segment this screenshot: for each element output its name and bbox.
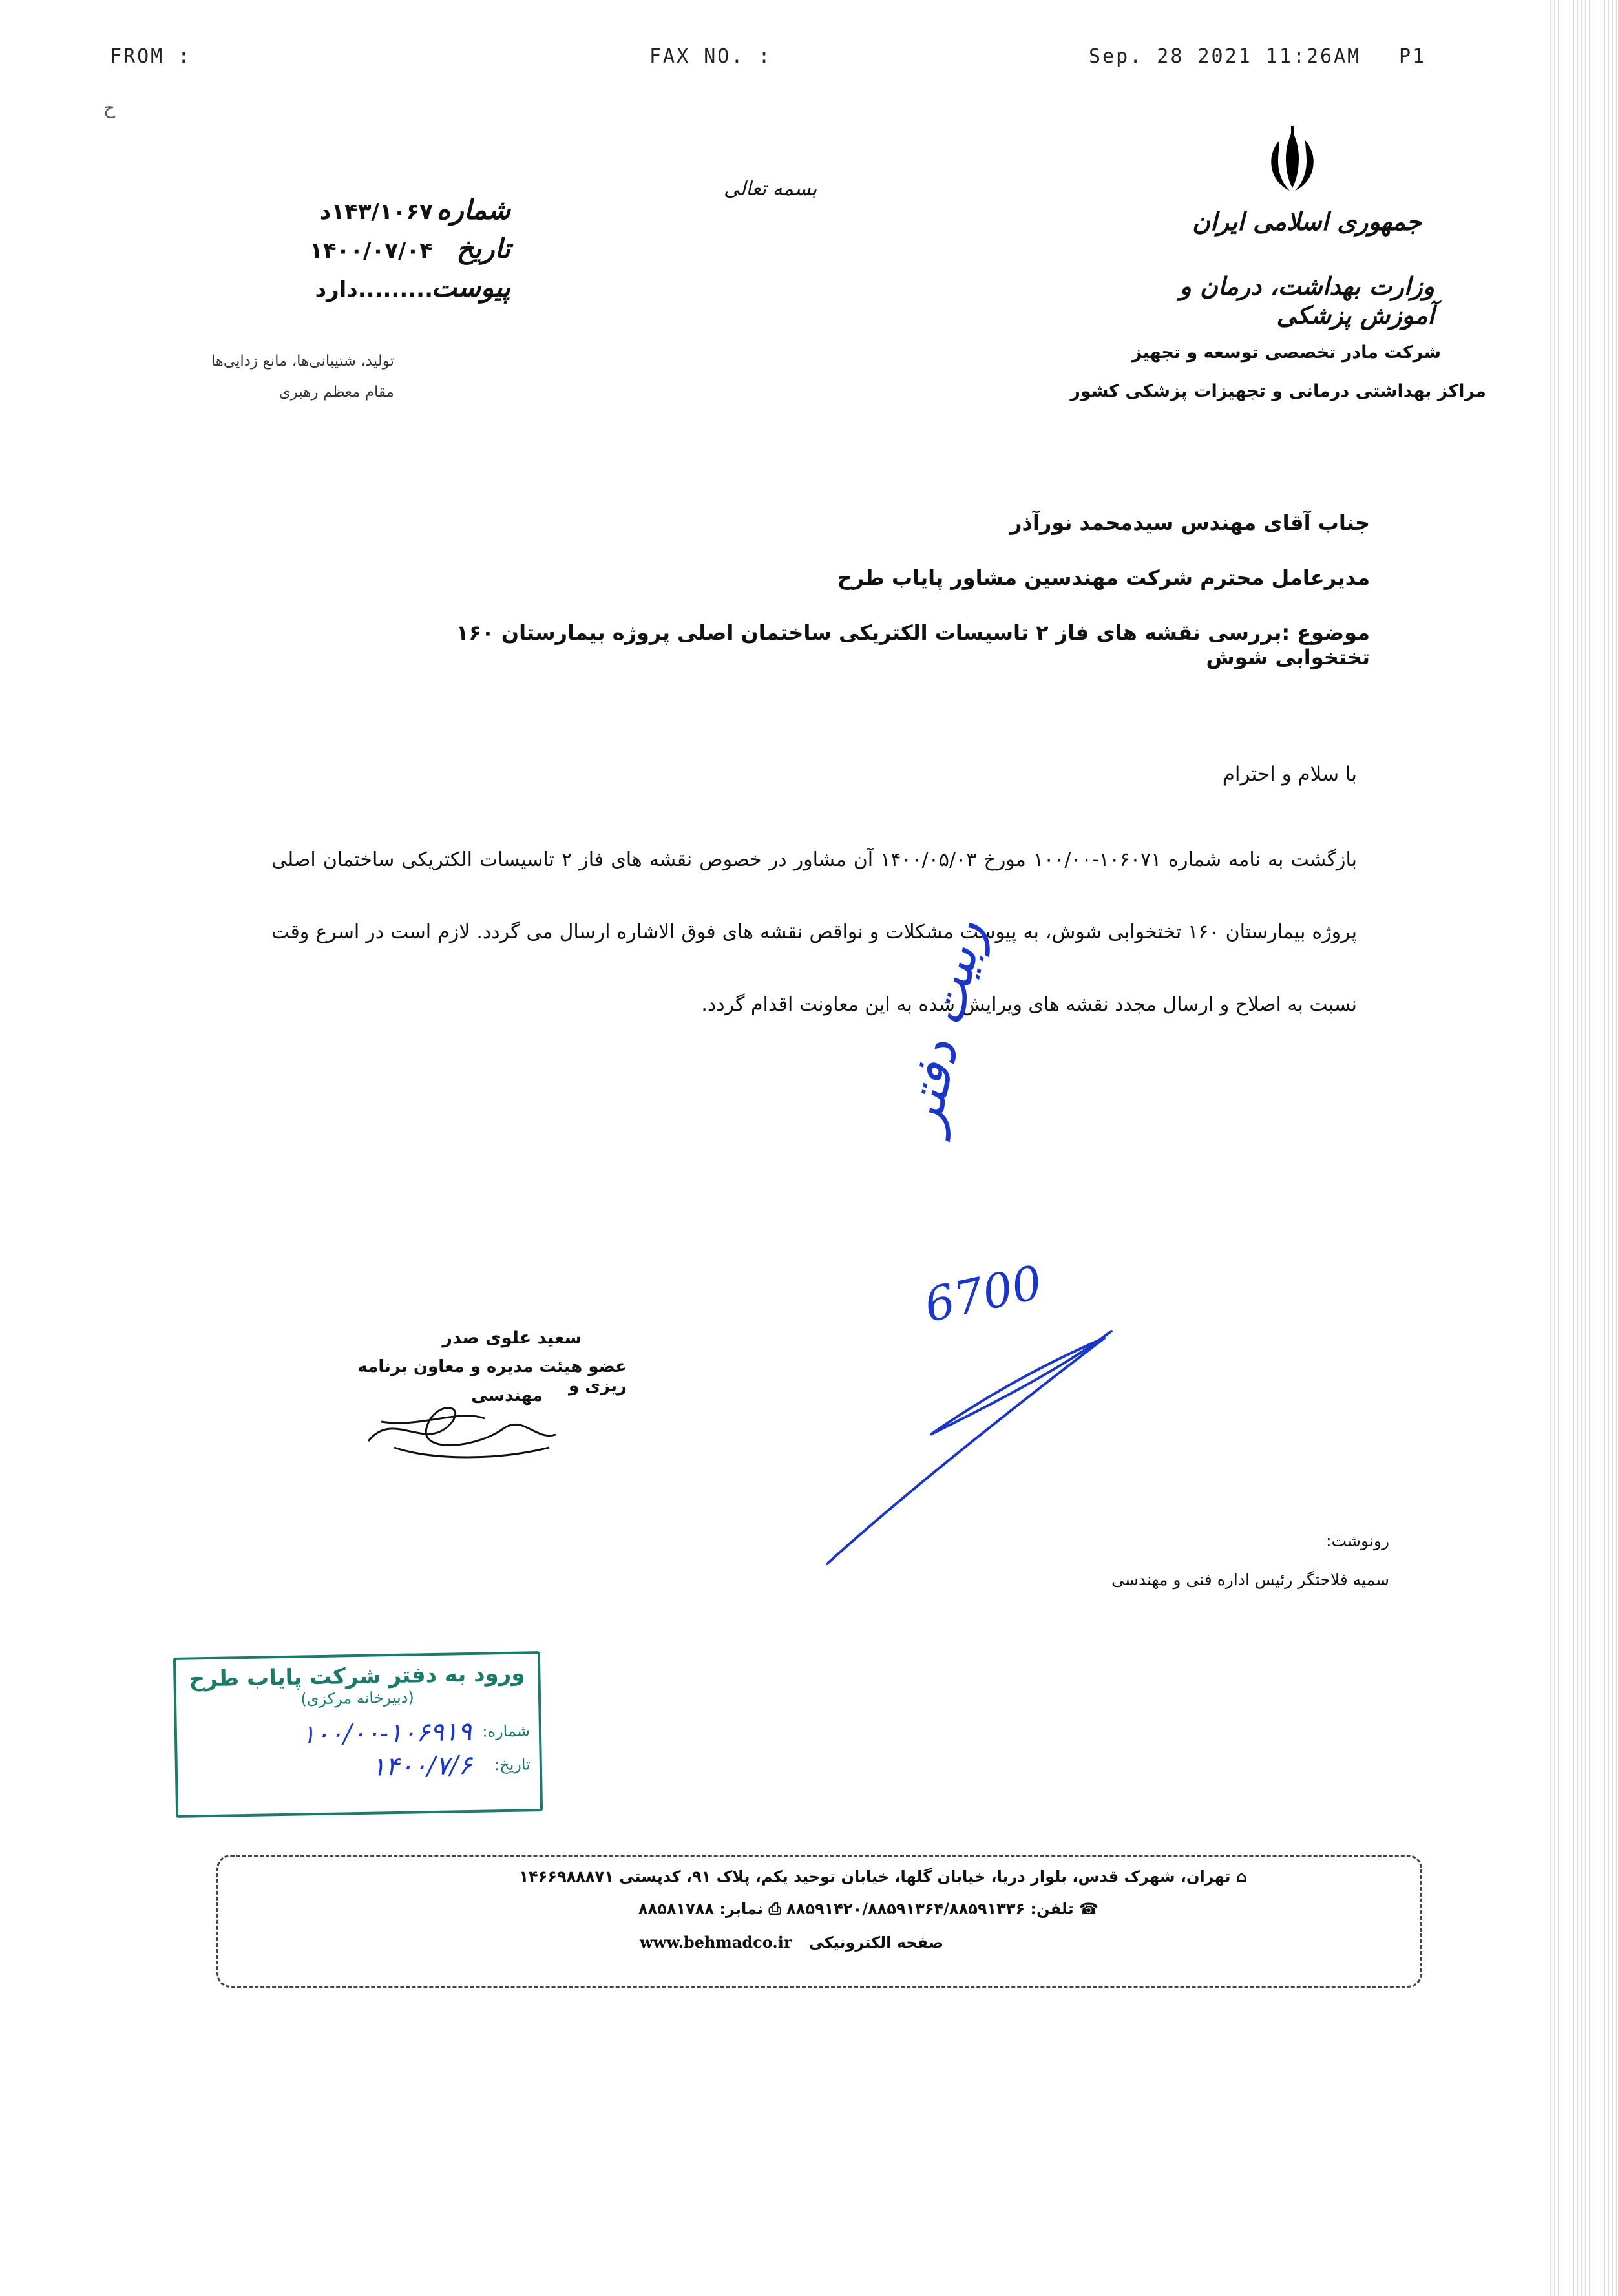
footer-contact-row — [258, 1899, 1098, 1919]
addressee-name: جناب آقای مهندس سیدمحمد نورآذر — [1010, 511, 1370, 535]
location-icon: ⌂ — [1230, 1868, 1247, 1886]
handwritten-flourish — [801, 1305, 1137, 1577]
stamp-number-value: ۱۰۰/۰۰-۱۰۶۹۱۹ — [301, 1716, 472, 1750]
meta-date-row — [239, 233, 510, 271]
letter-meta — [239, 194, 510, 310]
handwritten-note: ربیت دفتر — [892, 915, 995, 1137]
company-line-1: شرکت مادر تخصصی توسعه و تجهیز — [1131, 342, 1441, 363]
paper-edge-shading — [1547, 0, 1618, 2296]
iran-emblem-icon — [1260, 126, 1325, 197]
cc-line-1: سمیه فلاحتگر رئیس اداره فنی و مهندسی — [1111, 1570, 1389, 1589]
slogan-line-1: تولید، شتیبانی‌ها، مانع زدایی‌ها — [211, 353, 394, 370]
date-label: تاریخ — [456, 233, 510, 264]
signatory-title-2: مهندسی — [471, 1386, 543, 1406]
handwritten-code: 6700 — [919, 1254, 1047, 1333]
invocation: بسمه تعالی — [724, 178, 817, 200]
fax-corner-mark: ح — [103, 97, 116, 118]
fax-icon: ⎙ — [763, 1900, 781, 1918]
fax-from: FROM : — [110, 45, 192, 68]
received-stamp — [173, 1651, 543, 1818]
fax-number: FAX NO. : — [649, 45, 772, 68]
letter-subject: موضوع :بررسی نقشه های فاز ۲ تاسیسات الکتریکی ساختمان اصلی پروژه بیمارستان ۱۶۰ تختخوابی شوش — [456, 620, 1370, 669]
footer-address-row — [258, 1866, 1247, 1887]
signatory-name: سعید علوی صدر — [442, 1328, 582, 1348]
republic-title: جمهوری اسلامی ایران — [1192, 207, 1422, 236]
signatory-title-1: عضو هیئت مدیره و معاون برنامه ریزی و — [357, 1357, 627, 1396]
stamp-date-value: ۱۴۰۰/۷/۶ — [371, 1750, 473, 1782]
fax-datetime: Sep. 28 2021 11:26AM — [1089, 45, 1361, 68]
stamp-title: ورود به دفتر شرکت پایاب طرح — [189, 1660, 525, 1692]
date-value: ۱۴۰۰/۰۷/۰۴ — [310, 238, 433, 264]
stamp-date-row — [187, 1749, 531, 1785]
footer-address: تهران، شهرک قدس، بلوار دریا، خیابان گلها، خیابان توحید یکم، پلاک ۹۱، کدپستی ۱۴۶۶۹۸۸۸۷۱ — [519, 1868, 1231, 1886]
phone-icon: ☎ — [1073, 1900, 1098, 1918]
letter-body: بازگشت به نامه شماره ۱۰۶۰۷۱-۱۰۰/۰۰ مورخ ۱۴۰۰/۰۵/۰۳ آن مشاور در خصوص نقشه های فاز ۲ تاسیسات الکتریکی ساختمان اصلی پروژه بیمارستان ۱۶۰ تختخوابی شوش، به پیوست مشکلات و نواقص نقشه های فوق الاشاره ارسال می گردد. لازم است در اسرع وقت نسبت به اصلاح و ارسال مجدد نقشه های ویرایش شده به این معاونت اقدام گردد. — [271, 848, 1357, 1016]
slogan-block — [181, 346, 394, 408]
footer-website-row — [640, 1932, 1092, 1953]
stamp-number-row — [186, 1716, 531, 1751]
company-line-2: مراکز بهداشتی درمانی و تجهیزات پزشکی کشور — [1070, 381, 1486, 401]
attachment-label: پیوست — [431, 271, 510, 303]
fax-page: P1 — [1399, 45, 1427, 68]
number-value: ۱۴۳/۱۰۶۷د — [319, 199, 433, 225]
greeting: با سلام و احترام — [1222, 763, 1357, 786]
footer-fax: نمابر: ۸۸۵۸۱۷۸۸ — [638, 1900, 764, 1918]
number-label: شماره — [436, 194, 510, 226]
stamp-number-label: شماره: — [482, 1722, 531, 1741]
ministry-title: وزارت بهداشت، درمان و آموزش پزشکی — [1179, 271, 1434, 330]
meta-attachment-row — [239, 271, 510, 310]
meta-number-row — [239, 194, 510, 233]
cc-heading: رونوشت: — [1326, 1532, 1389, 1550]
footer-website-label: صفحه الکترونیکی — [808, 1933, 944, 1952]
footer-website[interactable]: www.behmadco.ir — [640, 1933, 792, 1952]
addressee-position: مدیرعامل محترم شرکت مهندسین مشاور پایاب طرح — [837, 565, 1370, 590]
stamp-date-label: تاریخ: — [494, 1755, 531, 1775]
footer-phone: تلفن: ۸۸۵۹۱۴۲۰/۸۸۵۹۱۳۶۴/۸۸۵۹۱۳۳۶ — [786, 1900, 1074, 1918]
slogan-line-2: مقام معظم رهبری — [278, 384, 394, 401]
signature-scribble — [355, 1383, 569, 1467]
attachment-value: .........دارد — [315, 277, 433, 302]
stamp-subtitle: (دبیرخانه مرکزی) — [300, 1688, 414, 1709]
